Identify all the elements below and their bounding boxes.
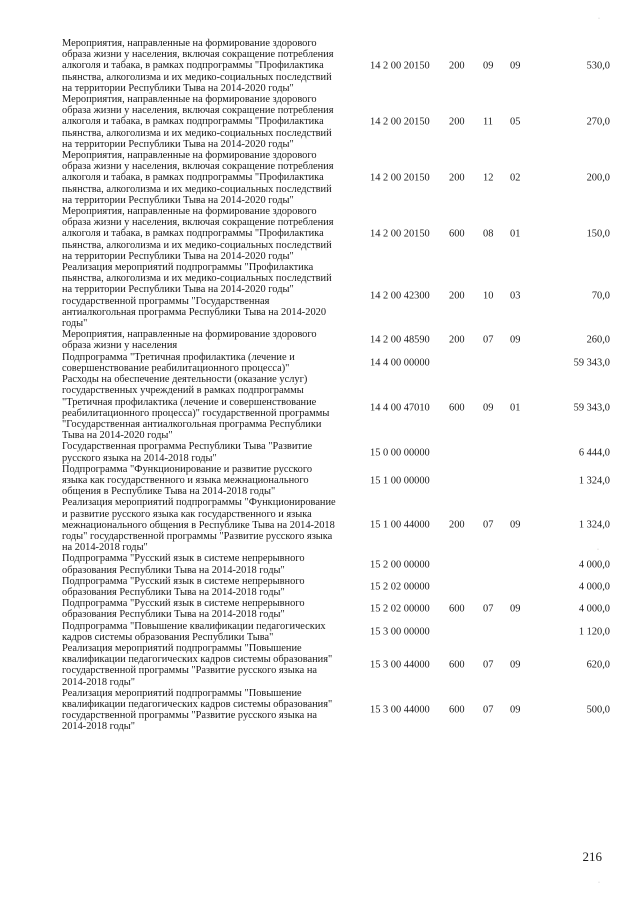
- row-expense-type: 600: [449, 704, 465, 716]
- table-row: [62, 38, 610, 94]
- row-name: Подпрограмма "Русский язык в системе непрерывного образования Республики Тыва на 2014-2018 годы": [62, 553, 305, 576]
- table-row: [62, 262, 610, 329]
- table-row: [62, 464, 610, 498]
- row-expense-type: 200: [449, 172, 465, 184]
- row-amount: 4 000,0: [578, 603, 610, 615]
- table-row: [62, 643, 610, 688]
- row-section: 12: [483, 172, 494, 184]
- table-row: [62, 206, 610, 262]
- row-code: 15 0 00 00000: [370, 446, 430, 458]
- row-section: 07: [483, 519, 494, 531]
- row-amount: 200,0: [586, 172, 610, 184]
- row-expense-type: 200: [449, 116, 465, 128]
- row-name: Государственная программа Республики Тыва "Развитие русского языка на 2014-2018 годы": [62, 441, 313, 464]
- row-code: 15 2 02 00000: [370, 603, 430, 615]
- row-code: 15 3 00 44000: [370, 704, 430, 716]
- table-row: [62, 553, 610, 575]
- table-row: [62, 688, 610, 733]
- row-amount: 4 000,0: [578, 558, 610, 570]
- row-subsection: 09: [510, 603, 521, 615]
- row-section: 08: [483, 228, 494, 240]
- row-amount: 4 000,0: [578, 581, 610, 593]
- row-code: 14 2 00 20150: [370, 116, 430, 128]
- table-row: [62, 576, 610, 598]
- row-expense-type: 600: [449, 402, 465, 414]
- row-amount: 1 324,0: [578, 519, 610, 531]
- row-code: 15 2 00 00000: [370, 558, 430, 570]
- row-amount: 270,0: [586, 116, 610, 128]
- table-row: [62, 352, 610, 374]
- row-name: Реализация мероприятий подпрограммы "Профилактика пьянства, алкоголизма и их медико-социальных последствий на территории Республики Тыва на 2014-2020 годы" государственной программы "Государственная антиалкогольная программа Республики Тыва на 2014-2020 годы": [62, 262, 332, 330]
- row-name: Расходы на обеспечение деятельности (оказание услуг) государственных учреждений в рамках подпрограммы "Третичная профилактика (лечение и совершенствование реабилитационного процесса)" государственной программы "Государственная антиалкогольная программа Республики Тыва на 2014-2020 годы": [62, 374, 330, 442]
- table-row: [62, 374, 610, 441]
- row-code: 14 2 00 20150: [370, 228, 430, 240]
- row-section: 09: [483, 402, 494, 414]
- row-name: Реализация мероприятий подпрограммы "Повышение квалификации педагогических кадров системы образования" государственной программы "Развитие русского языка на 2014-2018 годы": [62, 687, 333, 733]
- row-section: 11: [483, 116, 494, 128]
- row-code: 14 4 00 47010: [370, 402, 430, 414]
- row-expense-type: 200: [449, 290, 465, 302]
- row-code: 14 2 00 20150: [370, 172, 430, 184]
- row-expense-type: 200: [449, 519, 465, 531]
- scan-speck: ·: [597, 547, 599, 553]
- row-code: 15 1 00 00000: [370, 474, 430, 486]
- row-amount: 150,0: [586, 228, 610, 240]
- row-name: Мероприятия, направленные на формирование здорового образа жизни у населения, включая сокращение потребления алкоголя и табака, в рамках подпрограммы "Профилактика пьянства, алкоголизма и их медико-социальных последствий на территории Республики Тыва на 2014-2020 годы": [62, 150, 334, 206]
- row-subsection: 01: [510, 402, 521, 414]
- row-code: 15 1 00 44000: [370, 519, 430, 531]
- scan-speck: ·: [598, 880, 600, 886]
- scan-speck: ·: [598, 16, 600, 22]
- table-row: [62, 598, 610, 620]
- row-name: Мероприятия, направленные на формирование здорового образа жизни у населения: [62, 329, 317, 352]
- table-row: [62, 441, 610, 463]
- row-expense-type: 200: [449, 60, 465, 72]
- table-row: [62, 497, 610, 553]
- row-name: Подпрограмма "Русский язык в системе непрерывного образования Республики Тыва на 2014-2018 годы": [62, 575, 305, 598]
- row-name: Мероприятия, направленные на формирование здорового образа жизни у населения, включая сокращение потребления алкоголя и табака, в рамках подпрограммы "Профилактика пьянства, алкоголизма и их медико-социальных последствий на территории Республики Тыва на 2014-2020 годы": [62, 206, 334, 262]
- row-subsection: 09: [510, 659, 521, 671]
- row-expense-type: 200: [449, 334, 465, 346]
- row-amount: 59 343,0: [573, 402, 610, 414]
- row-code: 14 2 00 20150: [370, 60, 430, 72]
- budget-table: [62, 38, 610, 733]
- row-subsection: 09: [510, 704, 521, 716]
- row-section: 07: [483, 603, 494, 615]
- row-amount: 260,0: [586, 334, 610, 346]
- row-subsection: 09: [510, 334, 521, 346]
- table-row: [62, 329, 610, 351]
- row-code: 15 3 00 44000: [370, 659, 430, 671]
- row-code: 15 3 00 00000: [370, 626, 430, 638]
- table-row: [62, 150, 610, 206]
- row-code: 14 4 00 00000: [370, 357, 430, 369]
- row-section: 09: [483, 60, 494, 72]
- row-name: Подпрограмма "Повышение квалификации педагогических кадров системы образования Республики Тыва": [62, 620, 326, 643]
- row-subsection: 02: [510, 172, 521, 184]
- row-section: 07: [483, 704, 494, 716]
- row-amount: 530,0: [586, 60, 610, 72]
- row-name: Подпрограмма "Русский язык в системе непрерывного образования Республики Тыва на 2014-2018 годы": [62, 598, 305, 621]
- row-subsection: 09: [510, 60, 521, 72]
- row-subsection: 03: [510, 290, 521, 302]
- row-amount: 6 444,0: [578, 446, 610, 458]
- row-subsection: 09: [510, 519, 521, 531]
- page-number: 216: [582, 849, 602, 864]
- row-section: 07: [483, 334, 494, 346]
- row-expense-type: 600: [449, 603, 465, 615]
- table-row: [62, 94, 610, 150]
- row-name: Реализация мероприятий подпрограммы "Функционирование и развитие русского языка как государственного и языка межнационального общения в Республике Тыва на 2014-2018 годы" государственной программы "Развитие русского языка на 2014-2018 годы": [62, 497, 336, 554]
- row-section: 10: [483, 290, 494, 302]
- row-expense-type: 600: [449, 659, 465, 671]
- row-name: Подпрограмма "Третичная профилактика (лечение и совершенствование реабилитационного процесса)": [62, 351, 295, 374]
- row-code: 14 2 00 42300: [370, 290, 430, 302]
- row-amount: 70,0: [591, 290, 610, 302]
- row-name: Мероприятия, направленные на формирование здорового образа жизни у населения, включая сокращение потребления алкоголя и табака, в рамках подпрограммы "Профилактика пьянства, алкоголизма и их медико-социальных последствий на территории Республики Тыва на 2014-2020 годы": [62, 94, 334, 150]
- row-expense-type: 600: [449, 228, 465, 240]
- row-name: Реализация мероприятий подпрограммы "Повышение квалификации педагогических кадров системы образования" государственной программы "Развитие русского языка на 2014-2018 годы": [62, 642, 333, 688]
- row-name: Подпрограмма "Функционирование и развитие русского языка как государственного и языка межнационального общения в Республике Тыва на 2014-2018 годы": [62, 463, 313, 498]
- row-subsection: 05: [510, 116, 521, 128]
- row-amount: 500,0: [586, 704, 610, 716]
- row-name: Мероприятия, направленные на формирование здорового образа жизни у населения, включая сокращение потребления алкоголя и табака, в рамках подпрограммы "Профилактика пьянства, алкоголизма и их медико-социальных последствий на территории Республики Тыва на 2014-2020 годы": [62, 38, 334, 94]
- row-code: 15 2 02 00000: [370, 581, 430, 593]
- row-code: 14 2 00 48590: [370, 334, 430, 346]
- row-section: 07: [483, 659, 494, 671]
- row-amount: 1 324,0: [578, 474, 610, 486]
- row-subsection: 01: [510, 228, 521, 240]
- row-amount: 620,0: [586, 659, 610, 671]
- row-amount: 59 343,0: [573, 357, 610, 369]
- row-amount: 1 120,0: [578, 626, 610, 638]
- table-row: [62, 621, 610, 643]
